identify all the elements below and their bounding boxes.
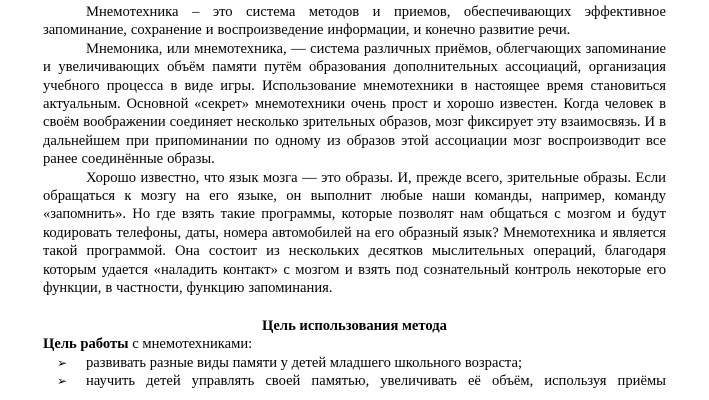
list-item-text: развивать разные виды памяти у детей младшего школьного возраста; [86,354,523,371]
list-item [43,354,666,372]
blank-line [43,298,666,316]
arrowhead-bullet-icon: ➢ [57,374,68,389]
goal-label: Цель работы [43,336,129,353]
list-item-text: научить детей управлять своей памятью, увеличивать её объём, используя приёмы [86,373,666,390]
goal-line [43,335,666,353]
paragraph-3: Хорошо известно, что язык мозга — это образы. И, прежде всего, зрительные образы. Если обращаться к мозгу на его языке, он выполнит любые наши команды, например, команду «запомнить». Но где взять такие программы, которые позволят нам общаться с мозгом и будут кодировать телефоны, даты, номера автомобилей на его образный язык? Мнемотехника и является такой программой. Она состоит из нескольких десятков мыслительных операций, благодаря которым удается «наладить контакт» с мозгом и взять под сознательный контроль некоторые его функции, в частности, функцию запоминания. [43,169,666,297]
document-page [43,3,666,391]
goal-text: с мнемотехниками: [128,336,253,353]
arrowhead-bullet-icon: ➢ [57,355,68,370]
list-item [43,372,666,390]
section-heading: Цель использования метода [262,317,447,334]
paragraph-2: Мнемоника, или мнемотехника, — система различных приёмов, облегчающих запоминание и увеличивающих объём памяти путём образования дополнительных ассоциаций, организация учебного процесса в виде игры. Использование мнемотехники в настоящее время становиться актуальным. Основной «секрет» мнемотехники очень прост и хорошо известен. Когда человек в своём воображении соединяет несколько зрительных образов, мозг фиксирует эту взаимосвязь. И в дальнейшем при припоминании по одному из образов этой ассоциации мозг воспроизводит все ранее соединённые образы. [43,40,666,168]
goal-list [43,354,666,391]
paragraph-1: Мнемотехника – это система методов и приемов, обеспечивающих эффективное запоминание, сохранение и воспроизведение информации, и конечно развитие речи. [43,4,666,39]
